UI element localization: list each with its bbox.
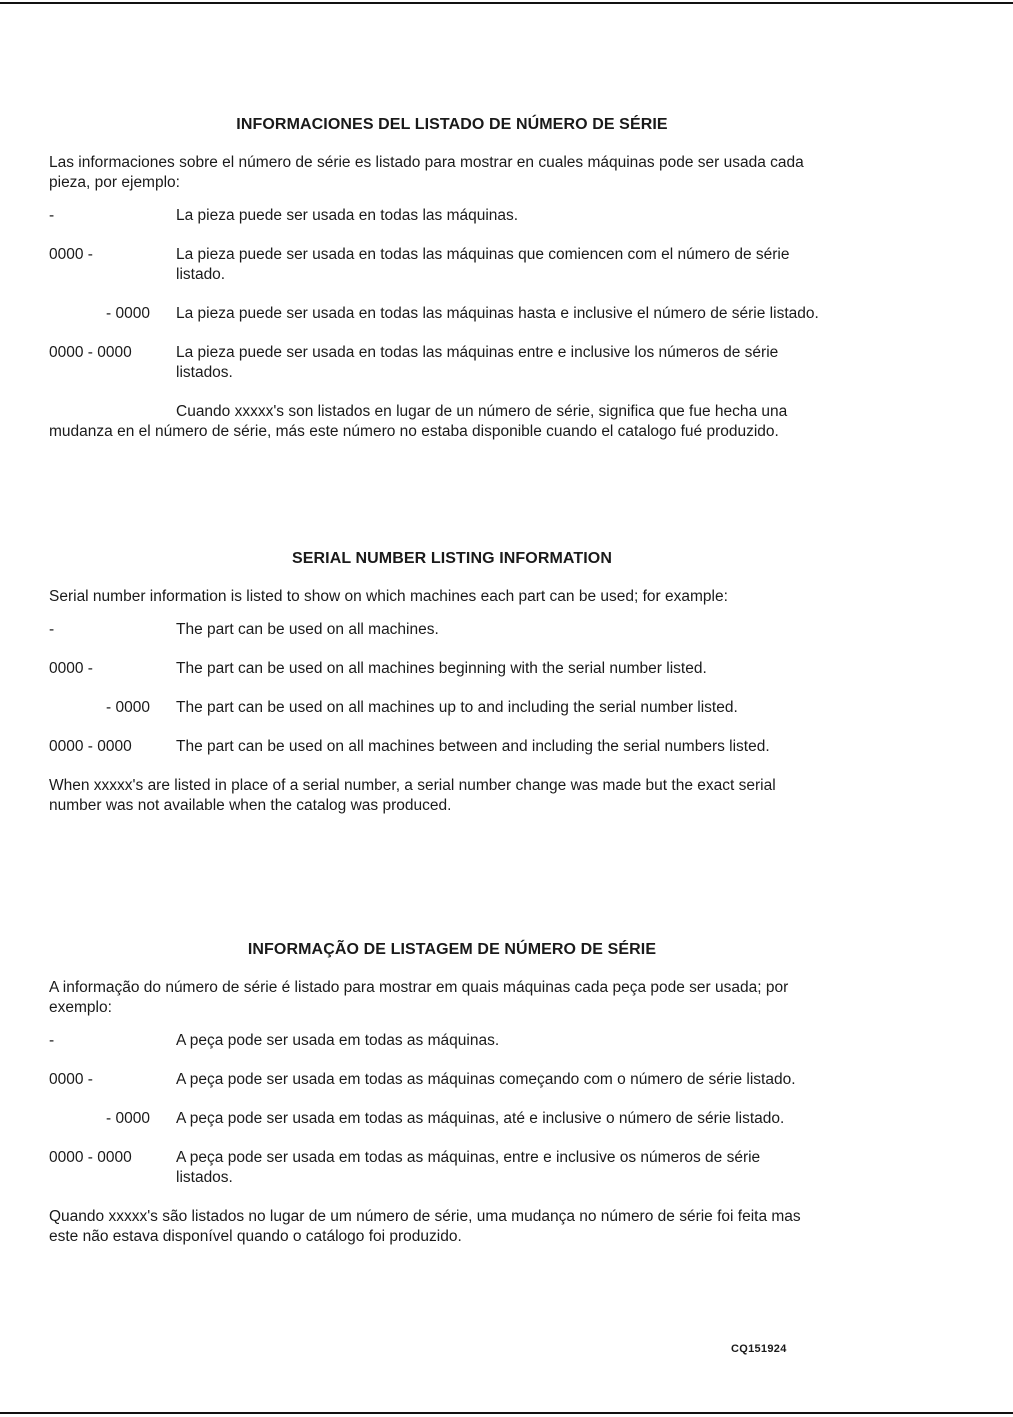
serial-row: [49, 1031, 819, 1051]
serial-code: - 0000: [106, 699, 150, 716]
section-portuguese: [49, 940, 819, 1247]
section-intro: Serial number information is listed to show on which machines each part can be used; for example:: [49, 588, 728, 605]
serial-row: [49, 343, 819, 383]
serial-code: 0000 -: [49, 1071, 93, 1088]
serial-description: A peça pode ser usada em todas as máquinas, até e inclusive o número de série listado.: [176, 1110, 785, 1127]
serial-description: The part can be used on all machines between and including the serial numbers listed.: [176, 738, 770, 755]
serial-row: [49, 245, 819, 285]
serial-code: -: [49, 1032, 55, 1049]
serial-row: [49, 304, 819, 324]
top-rule: [0, 2, 1013, 4]
serial-row: [49, 659, 819, 679]
section-english: [49, 549, 819, 816]
serial-description: La pieza puede ser usada en todas las máquinas hasta e inclusive el número de série listado.: [176, 305, 819, 322]
section-heading: INFORMAÇÃO DE LISTAGEM DE NÚMERO DE SÉRIE: [247, 941, 657, 958]
serial-code: 0000 - 0000: [49, 344, 132, 361]
serial-row: [49, 620, 819, 640]
serial-code: - 0000: [106, 1110, 150, 1127]
serial-row: [49, 206, 819, 226]
serial-description: La pieza puede ser usada en todas las máquinas que comiencen com el número de série listado.: [176, 246, 790, 283]
serial-code: 0000 - 0000: [49, 738, 132, 755]
serial-row: [49, 698, 819, 718]
serial-description: A peça pode ser usada em todas as máquinas.: [176, 1032, 500, 1049]
serial-description: A peça pode ser usada em todas as máquinas, entre e inclusive os números de série listados.: [176, 1149, 761, 1186]
document-code: CQ151924: [731, 1343, 787, 1355]
section-heading: SERIAL NUMBER LISTING INFORMATION: [291, 550, 613, 567]
section-intro: A informação do número de série é listado para mostrar em quais máquinas cada peça pode ser usada; por exemplo:: [49, 979, 789, 1016]
section-note: Cuando xxxxx's son listados en lugar de un número de série, significa que fue hecha una mudanza en el número de série, más este número no estaba disponible cuando el catalogo fué produzido.: [49, 403, 788, 440]
serial-description: A peça pode ser usada em todas as máquinas começando com o número de série listado.: [176, 1071, 796, 1088]
section-note: When xxxxx's are listed in place of a serial number, a serial number change was made but the exact serial number was not available when the catalog was produced.: [49, 777, 776, 814]
bottom-rule: [0, 1412, 1013, 1414]
serial-code: - 0000: [106, 305, 150, 322]
section-spanish: [49, 115, 819, 442]
serial-code: -: [49, 621, 55, 638]
serial-row: [49, 1148, 819, 1188]
serial-code: 0000 - 0000: [49, 1149, 132, 1166]
section-intro: Las informaciones sobre el número de série es listado para mostrar en cuales máquinas pode ser usada cada pieza, por ejemplo:: [49, 154, 804, 191]
section-heading: INFORMACIONES DEL LISTADO DE NÚMERO DE SÉRIE: [236, 116, 668, 133]
serial-description: The part can be used on all machines beginning with the serial number listed.: [176, 660, 707, 677]
serial-description: The part can be used on all machines.: [176, 621, 439, 638]
section-note: Quando xxxxx's são listados no lugar de um número de série, uma mudança no número de série foi feita mas este não estava disponível quando o catálogo foi produzido.: [49, 1208, 801, 1245]
serial-code: 0000 -: [49, 246, 93, 263]
serial-description: La pieza puede ser usada en todas las máquinas entre e inclusive los números de série listados.: [176, 344, 779, 381]
serial-row: [49, 737, 819, 757]
serial-description: The part can be used on all machines up to and including the serial number listed.: [176, 699, 738, 716]
serial-code: 0000 -: [49, 660, 93, 677]
serial-code: -: [49, 207, 55, 224]
serial-row: [49, 1109, 819, 1129]
serial-description: La pieza puede ser usada en todas las máquinas.: [176, 207, 519, 224]
serial-row: [49, 1070, 819, 1090]
